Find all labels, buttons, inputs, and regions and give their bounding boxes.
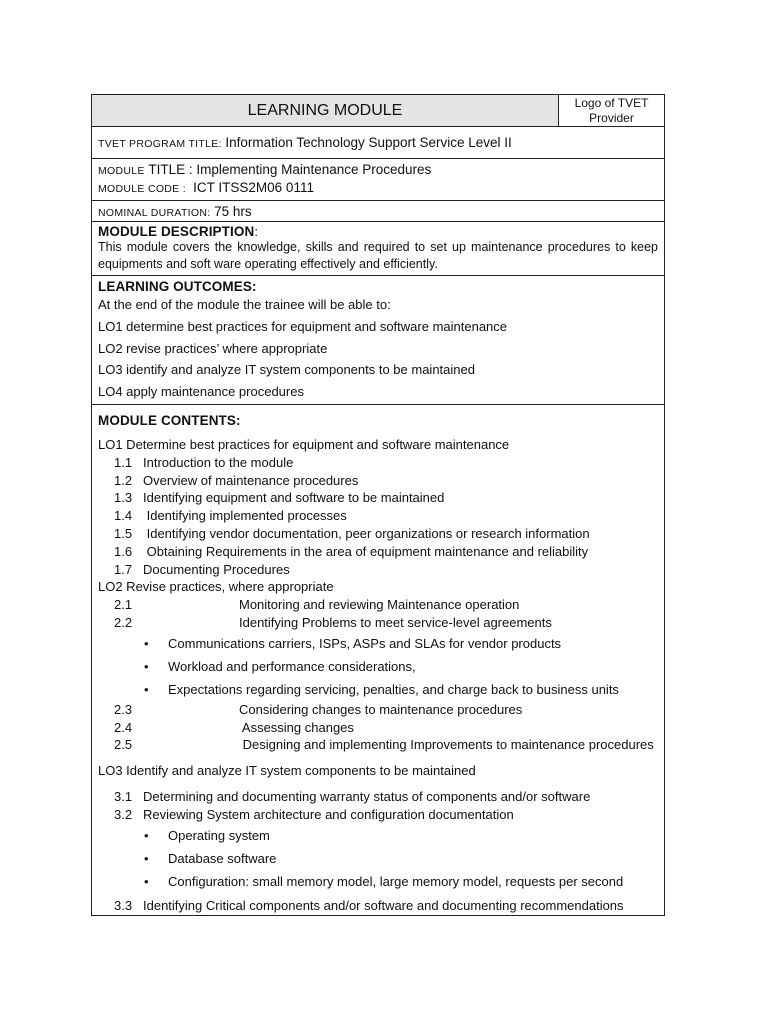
bullet-text: Workload and performance considerations, [168, 658, 416, 674]
learning-outcome-item: LO2 revise practices’ where appropriate [98, 340, 328, 356]
bullet-text: Expectations regarding servicing, penalties, and charge back to business units [168, 681, 619, 697]
content-item-number: 2.2 [114, 614, 133, 630]
content-item-number: 1.5 [114, 525, 133, 541]
module-description-heading: MODULE DESCRIPTION [98, 224, 255, 239]
bullet-icon: • [144, 827, 149, 843]
bullet-text: Configuration: small memory model, large memory model, requests per second [168, 873, 624, 889]
duration-value: 75 hrs [214, 203, 252, 219]
content-item-number: 3.2 [114, 806, 133, 822]
bullet-item [98, 870, 658, 893]
content-item-text: Identifying vendor documentation, peer organizations or research information [143, 525, 590, 541]
content-item-text: Reviewing System architecture and configuration documentation [143, 806, 514, 822]
lo3-title: LO3 Identify and analyze IT system components to be maintained [98, 763, 476, 779]
content-item-number: 1.2 [114, 472, 133, 488]
module-title-value: Implementing Maintenance Procedures [196, 162, 432, 177]
content-item-number: 2.4 [114, 719, 133, 735]
bullet-icon: • [144, 850, 149, 866]
module-contents-cell [92, 404, 665, 915]
module-title-row [92, 159, 665, 201]
bullet-icon: • [144, 873, 149, 889]
content-item-number: 1.7 [114, 561, 133, 577]
learning-module-page [91, 94, 665, 916]
module-contents-heading: MODULE CONTENTS: [98, 412, 241, 428]
bullet-item [98, 632, 658, 655]
module-description-cell [92, 222, 665, 276]
content-item-number: 1.1 [114, 454, 133, 470]
program-title-row [92, 127, 665, 159]
content-item-text: Considering changes to maintenance procedures [239, 701, 523, 717]
module-code-label: MODULE CODE : [98, 183, 186, 195]
bullet-item [98, 678, 658, 701]
content-item [98, 701, 658, 719]
content-item [98, 736, 658, 754]
bullet-text: Database software [168, 850, 277, 866]
lo1-title: LO1 Determine best practices for equipment and software maintenance [98, 436, 510, 452]
content-item-number: 2.5 [114, 737, 133, 753]
bullet-text: Communications carriers, ISPs, ASPs and SLAs for vendor products [168, 635, 562, 651]
content-item [98, 788, 658, 806]
content-item-text: Overview of maintenance procedures [143, 472, 359, 488]
module-title-label-big: TITLE [148, 162, 186, 177]
content-item-text: Designing and implementing Improvements to maintenance procedures [239, 737, 654, 753]
content-item [98, 806, 658, 824]
content-item [98, 472, 658, 490]
bullet-text: Operating system [168, 827, 270, 843]
content-item-text: Monitoring and reviewing Maintenance operation [239, 597, 520, 613]
learning-outcomes-cell [92, 276, 665, 405]
content-item [98, 719, 658, 737]
content-item-number: 1.6 [114, 543, 133, 559]
bullet-icon: • [144, 635, 149, 651]
content-item-text: Documenting Procedures [143, 561, 290, 577]
content-item-number: 2.3 [114, 701, 133, 717]
module-code-value: ICT ITSS2M06 0111 [193, 180, 314, 195]
program-title-label: TVET PROGRAM TITLE: [98, 138, 222, 150]
content-item-text: Assessing changes [239, 719, 354, 735]
content-item-number: 3.1 [114, 788, 133, 804]
content-item-number: 3.3 [114, 897, 133, 913]
learning-outcome-item: LO1 determine best practices for equipment and software maintenance [98, 318, 508, 334]
bullet-item [98, 655, 658, 678]
content-item [98, 543, 658, 561]
duration-label: NOMINAL DURATION: [98, 206, 211, 219]
content-item [98, 596, 658, 614]
learning-outcome-item: LO3 identify and analyze IT system components to be maintained [98, 362, 475, 378]
content-item [98, 489, 658, 507]
learning-outcomes-intro: At the end of the module the trainee will be able to: [98, 297, 391, 312]
learning-outcome-item: LO4 apply maintenance procedures [98, 384, 304, 400]
content-item-number: 2.1 [114, 597, 133, 613]
content-item [98, 561, 658, 579]
content-item [98, 614, 658, 632]
bullet-item [98, 824, 658, 847]
content-item-text: Identifying Problems to meet service-level agreements [239, 614, 552, 630]
module-title-separator: : [185, 162, 197, 177]
content-item-text: Determining and documenting warranty status of components and/or software [143, 788, 591, 804]
content-item-text: Introduction to the module [143, 454, 294, 470]
module-description-text: This module covers the knowledge, skills and required to set up maintenance procedures to keep equipments and soft ware operating effectively and efficiently. [98, 240, 658, 271]
content-item [98, 897, 658, 915]
duration-row [92, 201, 665, 222]
content-item [98, 454, 658, 472]
bullet-item [98, 847, 658, 870]
content-item-text: Identifying equipment and software to be maintained [143, 490, 445, 506]
logo-placeholder: Logo of TVET Provider [559, 95, 665, 127]
content-item-number: 1.3 [114, 490, 133, 506]
bullet-icon: • [144, 681, 149, 697]
learning-outcomes-heading: LEARNING OUTCOMES: [98, 279, 257, 294]
content-item-number: 1.4 [114, 508, 133, 524]
module-title-label-small: MODULE [98, 165, 145, 177]
module-description-heading-colon: : [254, 224, 258, 239]
document-title: LEARNING MODULE [92, 95, 559, 127]
program-title-value: Information Technology Support Service Level II [225, 135, 512, 150]
content-item-text: Identifying Critical components and/or software and documenting recommendations [143, 897, 624, 913]
content-item-text: Identifying implemented processes [143, 508, 347, 524]
learning-module-table [91, 94, 665, 916]
content-item [98, 507, 658, 525]
content-item-text: Obtaining Requirements in the area of equipment maintenance and reliability [143, 543, 589, 559]
lo2-title: LO2 Revise practices, where appropriate [98, 579, 334, 595]
content-item [98, 525, 658, 543]
bullet-icon: • [144, 658, 149, 674]
